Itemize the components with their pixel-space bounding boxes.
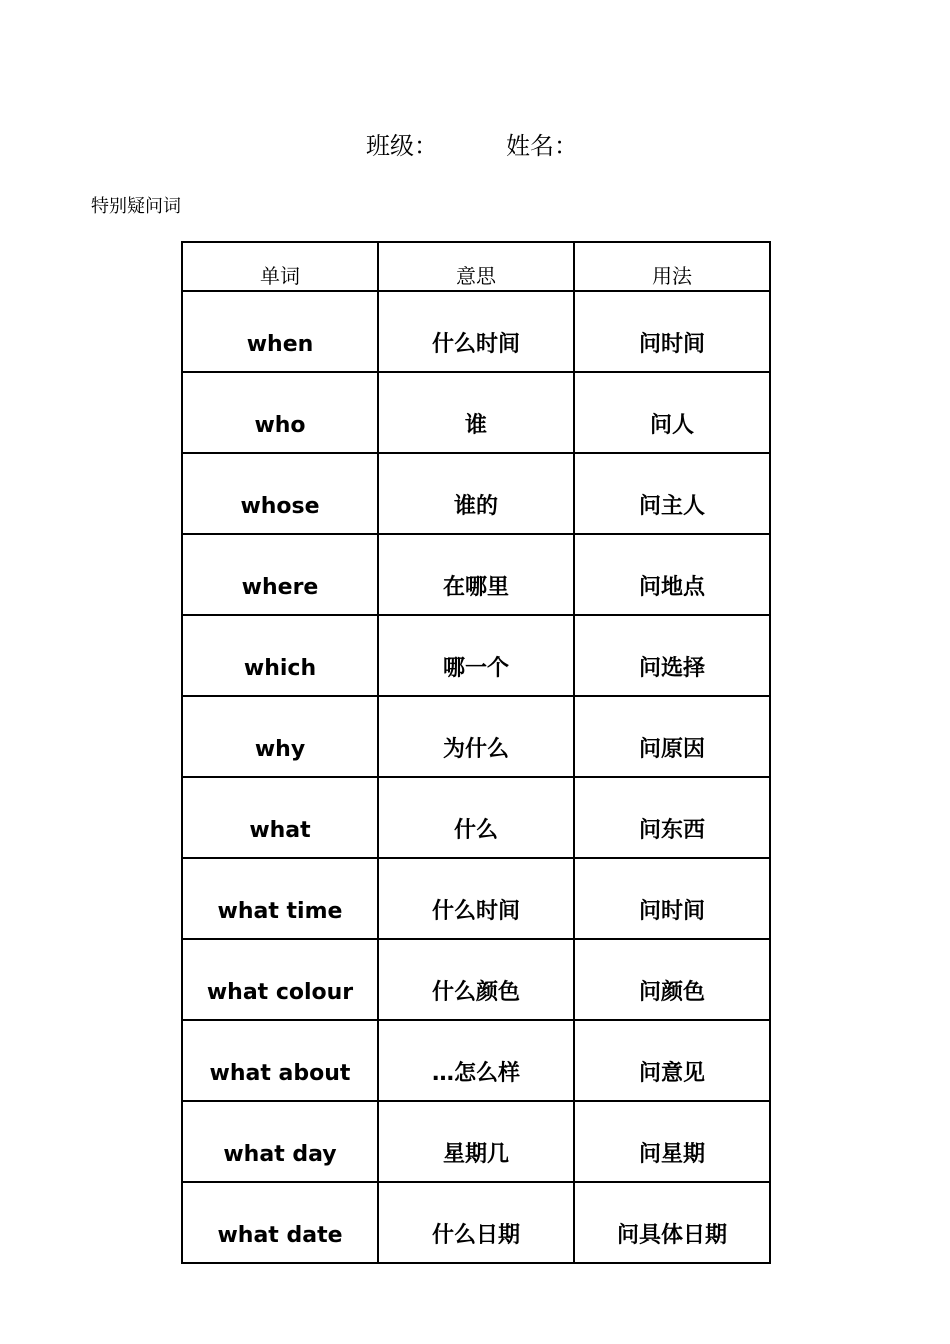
word-cell: what about — [182, 1020, 378, 1101]
table-row — [182, 1182, 770, 1263]
usage-cell: 问时间 — [574, 291, 770, 372]
name-label: 姓名： — [506, 132, 578, 160]
meaning-cell: 星期几 — [378, 1101, 574, 1182]
usage-cell: 问选择 — [574, 615, 770, 696]
usage-cell: 问原因 — [574, 696, 770, 777]
usage-cell: 问星期 — [574, 1101, 770, 1182]
worksheet-header — [0, 128, 950, 168]
table-row — [182, 453, 770, 534]
table-row — [182, 615, 770, 696]
usage-cell: 问东西 — [574, 777, 770, 858]
table-row — [182, 696, 770, 777]
class-label: 班级： — [366, 132, 438, 160]
table-header-row — [182, 242, 770, 291]
table-row — [182, 534, 770, 615]
table-row — [182, 1101, 770, 1182]
question-words-table — [181, 241, 771, 1264]
word-cell: what colour — [182, 939, 378, 1020]
word-cell: what day — [182, 1101, 378, 1182]
column-header-meaning: 意思 — [378, 242, 574, 291]
table-row — [182, 858, 770, 939]
word-cell: which — [182, 615, 378, 696]
usage-cell: 问具体日期 — [574, 1182, 770, 1263]
usage-cell: 问时间 — [574, 858, 770, 939]
meaning-cell: 为什么 — [378, 696, 574, 777]
word-cell: why — [182, 696, 378, 777]
usage-cell: 问意见 — [574, 1020, 770, 1101]
usage-cell: 问地点 — [574, 534, 770, 615]
table-row — [182, 372, 770, 453]
meaning-cell: 什么日期 — [378, 1182, 574, 1263]
word-cell: whose — [182, 453, 378, 534]
meaning-cell: 谁的 — [378, 453, 574, 534]
usage-cell: 问主人 — [574, 453, 770, 534]
section-title: 特别疑问词 — [91, 196, 181, 217]
word-cell: what date — [182, 1182, 378, 1263]
meaning-cell: 什么时间 — [378, 291, 574, 372]
meaning-cell: 哪一个 — [378, 615, 574, 696]
table-row — [182, 291, 770, 372]
word-cell: who — [182, 372, 378, 453]
column-header-usage: 用法 — [574, 242, 770, 291]
meaning-cell: 谁 — [378, 372, 574, 453]
column-header-word: 单词 — [182, 242, 378, 291]
meaning-cell: …怎么样 — [378, 1020, 574, 1101]
meaning-cell: 什么颜色 — [378, 939, 574, 1020]
word-cell: when — [182, 291, 378, 372]
meaning-cell: 什么时间 — [378, 858, 574, 939]
word-cell: where — [182, 534, 378, 615]
table-row — [182, 939, 770, 1020]
meaning-cell: 在哪里 — [378, 534, 574, 615]
usage-cell: 问人 — [574, 372, 770, 453]
word-cell: what — [182, 777, 378, 858]
word-cell: what time — [182, 858, 378, 939]
table-row — [182, 777, 770, 858]
meaning-cell: 什么 — [378, 777, 574, 858]
usage-cell: 问颜色 — [574, 939, 770, 1020]
table-row — [182, 1020, 770, 1101]
